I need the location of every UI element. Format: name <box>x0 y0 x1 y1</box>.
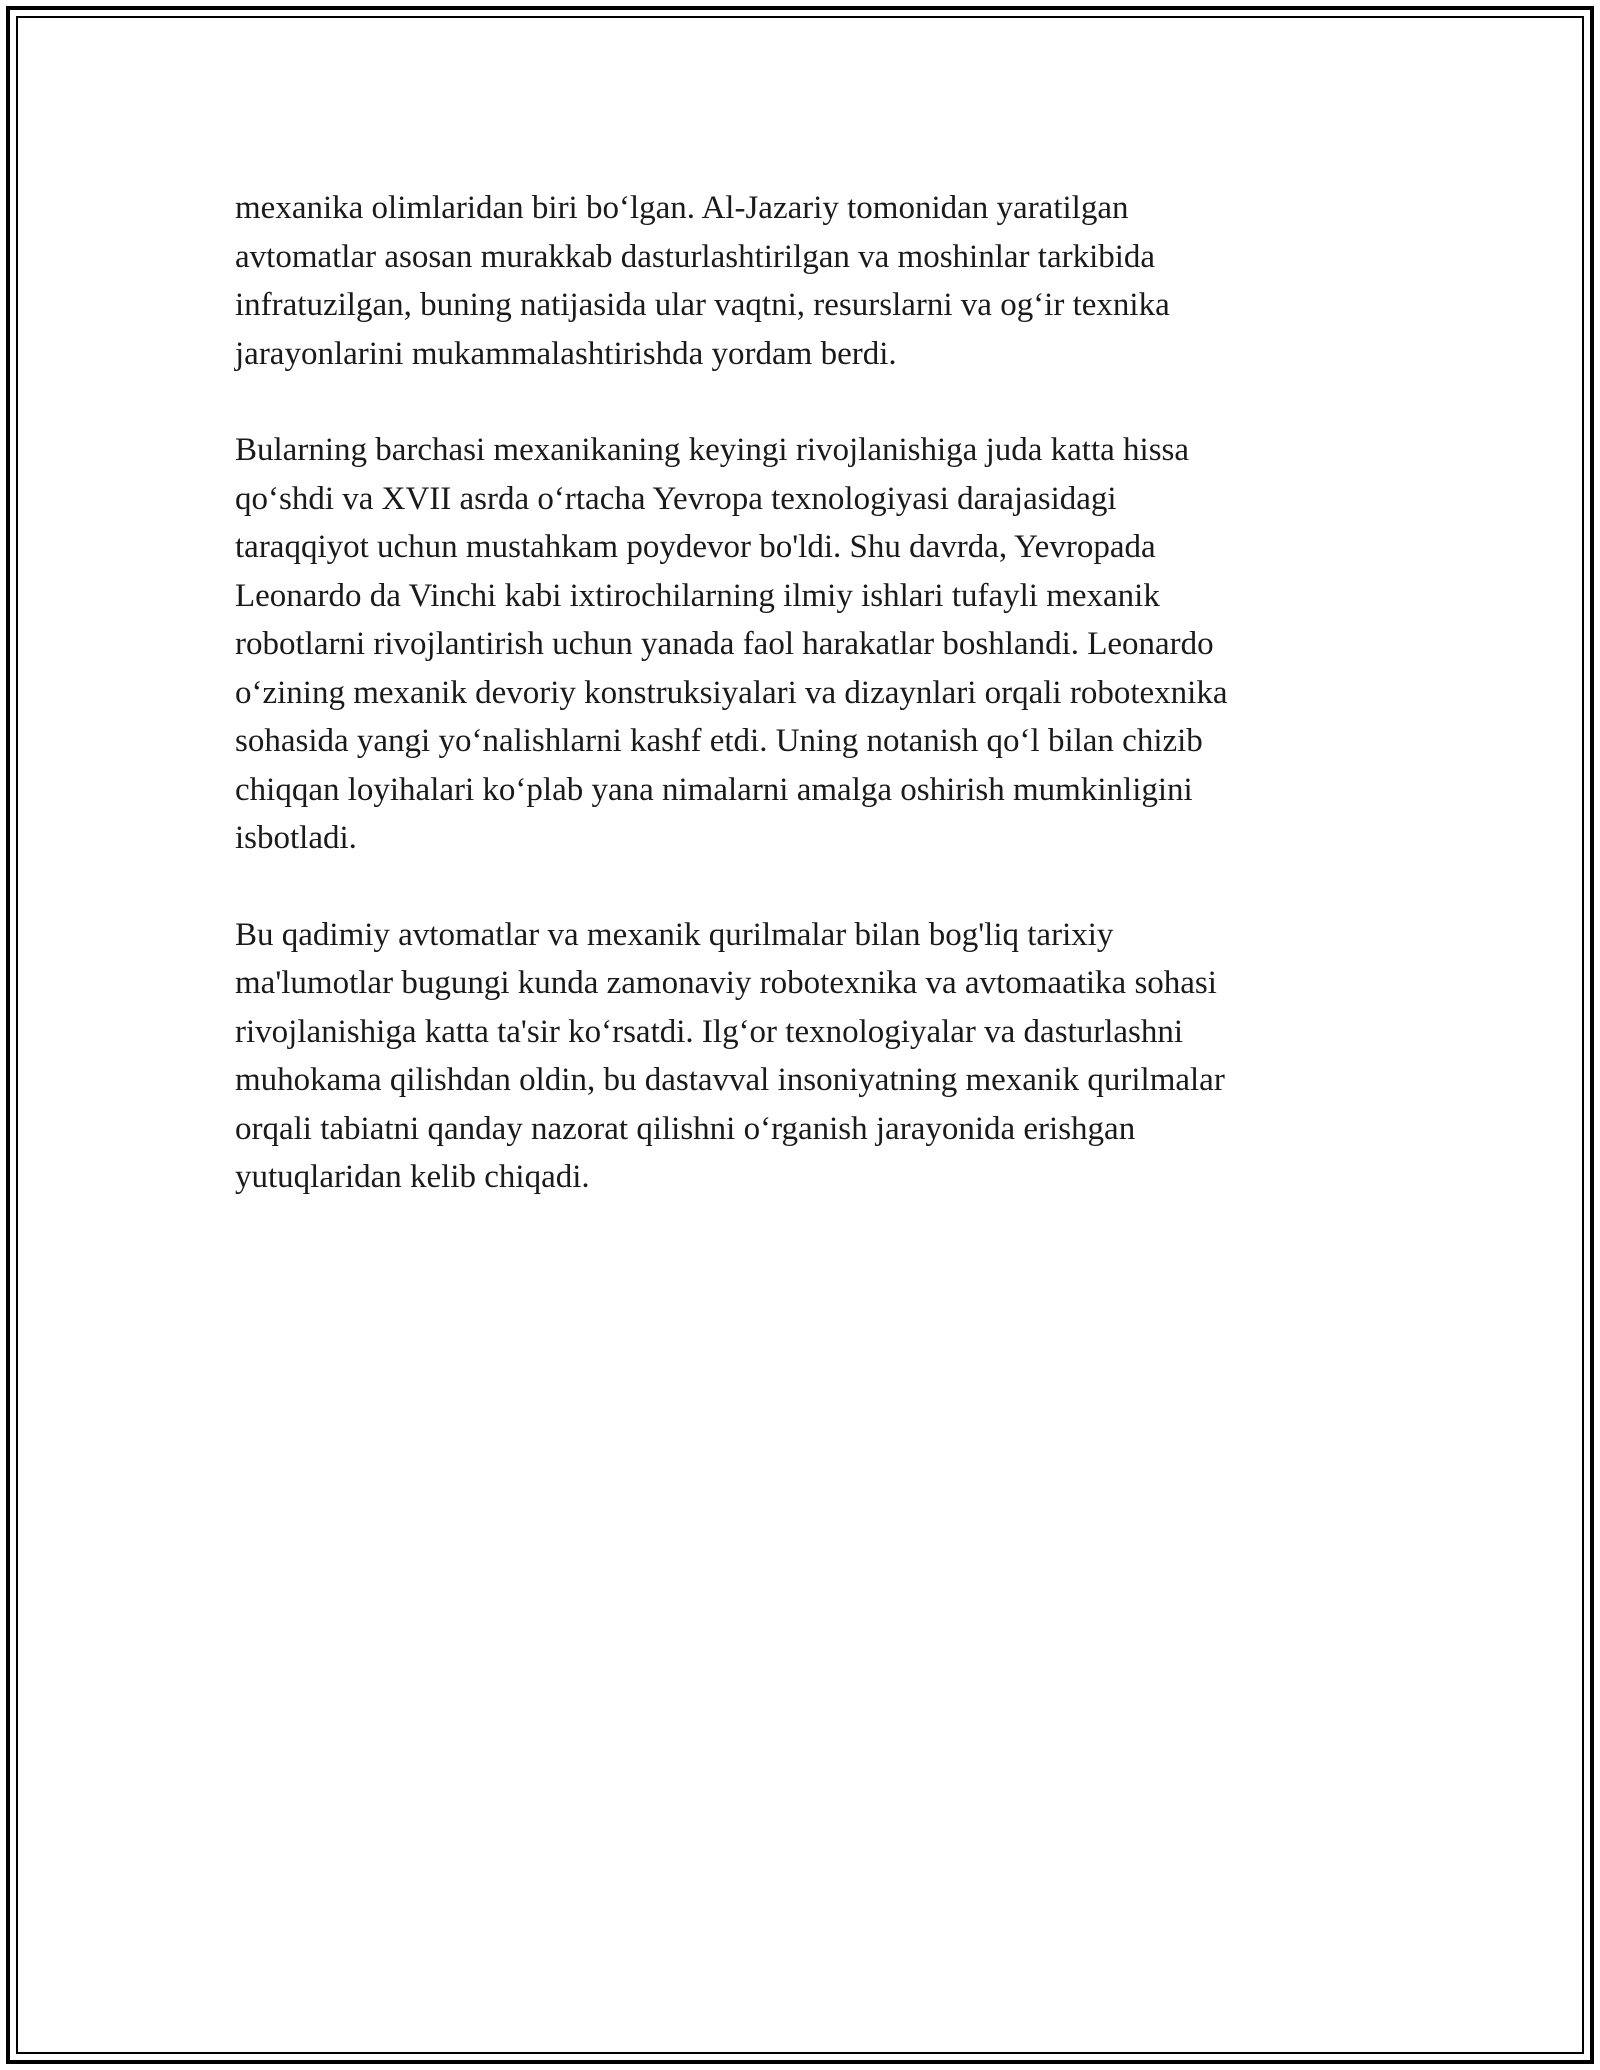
text-line: Leonardo da Vinchi kabi ixtirochilarning ilmiy ishlari tufayli mexanik <box>235 577 1160 614</box>
text-line: o‘zining mexanik devoriy konstruksiyalari va dizaynlari orqali robotexnika <box>235 674 1228 711</box>
text-line: mexanika olimlaridan biri bo‘lgan. Al-Jazariy tomonidan yaratilgan <box>235 190 1129 226</box>
text-line: robotlarni rivojlantirish uchun yanada faol harakatlar boshlandi. Leonardo <box>235 626 1214 662</box>
text-line: jarayonlarini mukammalashtirishda yordam berdi. <box>235 335 897 372</box>
text-line: yutuqlaridan kelib chiqadi. <box>235 1159 590 1195</box>
text-line: qo‘shdi va XVII asrda o‘rtacha Yevropa texnologiyasi darajasidagi <box>235 480 1117 517</box>
text-line: muhokama qilishdan oldin, bu dastavval insoniyatning mexanik qurilmalar <box>235 1062 1225 1098</box>
text-line: ma'lumotlar bugungi kunda zamonaviy robotexnika va avtomaatika sohasi <box>235 965 1217 1001</box>
paragraph-1 <box>235 184 1355 378</box>
page-body <box>235 184 1355 1250</box>
text-line: chiqqan loyihalari ko‘plab yana nimalarni amalga oshirish mumkinligini <box>235 771 1193 808</box>
text-line: taraqqiyot uchun mustahkam poydevor bo'ldi. Shu davrda, Yevropada <box>235 529 1156 565</box>
paragraph-3 <box>235 911 1355 1202</box>
text-line: avtomatlar asosan murakkab dasturlashtirilgan va moshinlar tarkibida <box>235 238 1156 275</box>
text-line: Bularning barchasi mexanikaning keyingi rivojlanishiga juda katta hissa <box>235 432 1190 468</box>
text-line: isbotladi. <box>235 820 357 856</box>
text-line: Bu qadimiy avtomatlar va mexanik qurilmalar bilan bog'liq tarixiy <box>235 916 1114 953</box>
text-line: infratuzilgan, buning natijasida ular vaqtni, resurslarni va og‘ir texnika <box>235 287 1170 323</box>
text-line: sohasida yangi yo‘nalishlarni kashf etdi. Uning notanish qo‘l bilan chizib <box>235 723 1203 759</box>
paragraph-2 <box>235 426 1355 863</box>
text-line: rivojlanishiga katta ta'sir ko‘rsatdi. Ilg‘or texnologiyalar va dasturlashni <box>235 1013 1184 1050</box>
text-line: orqali tabiatni qanday nazorat qilishni o‘rganish jarayonida erishgan <box>235 1110 1136 1147</box>
